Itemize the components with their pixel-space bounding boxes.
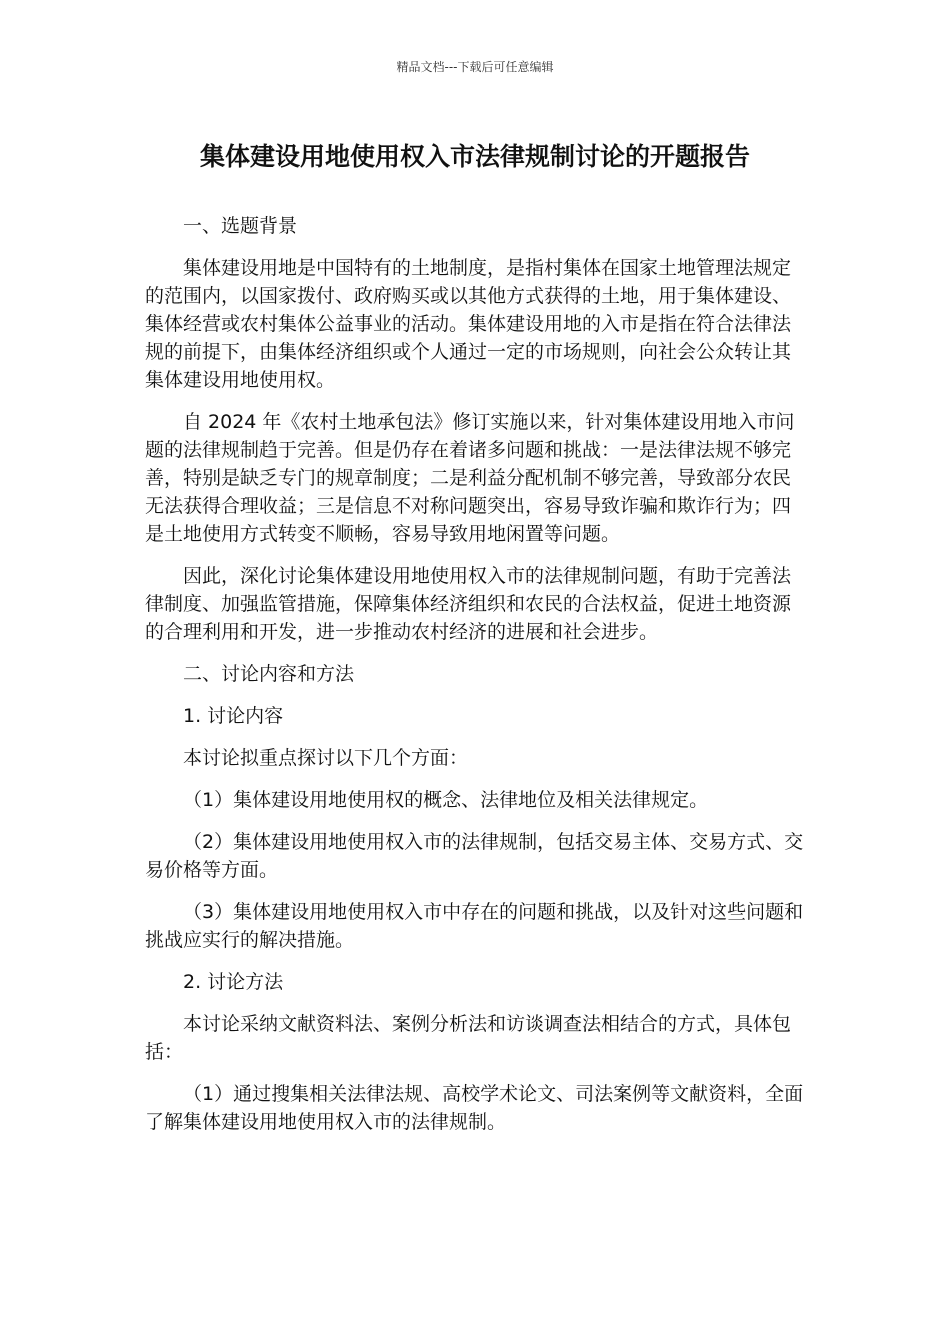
paragraph-significance: 因此，深化讨论集体建设用地使用权入市的法律规制问题，有助于完善法律制度、加强监管措施，保障集体经济组织和农民的合法权益，促进土地资源的合理利用和开发，进一步推动农村经济的进展和社会进步。: [145, 565, 792, 643]
subheading-content: 1. 讨论内容: [183, 705, 284, 727]
paragraph-content-intro: 本讨论拟重点探讨以下几个方面：: [183, 747, 469, 769]
list-item-methods-1: （1）通过搜集相关法律法规、高校学术论文、司法案例等文献资料，全面了解集体建设用地使用权入市的法律规制。: [145, 1083, 804, 1133]
page-header-note: 精品文档---下载后可任意编辑: [396, 60, 554, 74]
paragraph-problems: 自 2024 年《农村土地承包法》修订实施以来，针对集体建设用地入市问题的法律规制趋于完善。但是仍存在着诸多问题和挑战：一是法律法规不够完善，特别是缺乏专门的规章制度；二是利益分配机制不够完善，导致部分农民无法获得合理收益；三是信息不对称问题突出，容易导致诈骗和欺诈行为；四是土地使用方式转变不顺畅，容易导致用地闲置等问题。: [145, 411, 795, 545]
section-heading-background: 一、选题背景: [183, 215, 298, 237]
section-heading-content-methods: 二、讨论内容和方法: [183, 663, 355, 685]
document-body: [145, 212, 805, 1150]
list-item-content-2: （2）集体建设用地使用权入市的法律规制，包括交易主体、交易方式、交易价格等方面。: [145, 831, 804, 881]
list-item-content-1: （1）集体建设用地使用权的概念、法律地位及相关法律规定。: [183, 789, 709, 811]
document-title: 集体建设用地使用权入市法律规制讨论的开题报告: [199, 142, 750, 171]
list-item-content-3: （3）集体建设用地使用权入市中存在的问题和挑战，以及针对这些问题和挑战应实行的解决措施。: [145, 901, 804, 951]
subheading-methods: 2. 讨论方法: [183, 971, 284, 993]
paragraph-methods-intro: 本讨论采纳文献资料法、案例分析法和访谈调查法相结合的方式，具体包括：: [145, 1013, 792, 1063]
paragraph-definition: 集体建设用地是中国特有的土地制度，是指村集体在国家土地管理法规定的范围内，以国家拨付、政府购买或以其他方式获得的土地，用于集体建设、集体经营或农村集体公益事业的活动。集体建设用地的入市是指在符合法律法规的前提下，由集体经济组织或个人通过一定的市场规则，向社会公众转让其集体建设用地使用权。: [145, 257, 792, 391]
